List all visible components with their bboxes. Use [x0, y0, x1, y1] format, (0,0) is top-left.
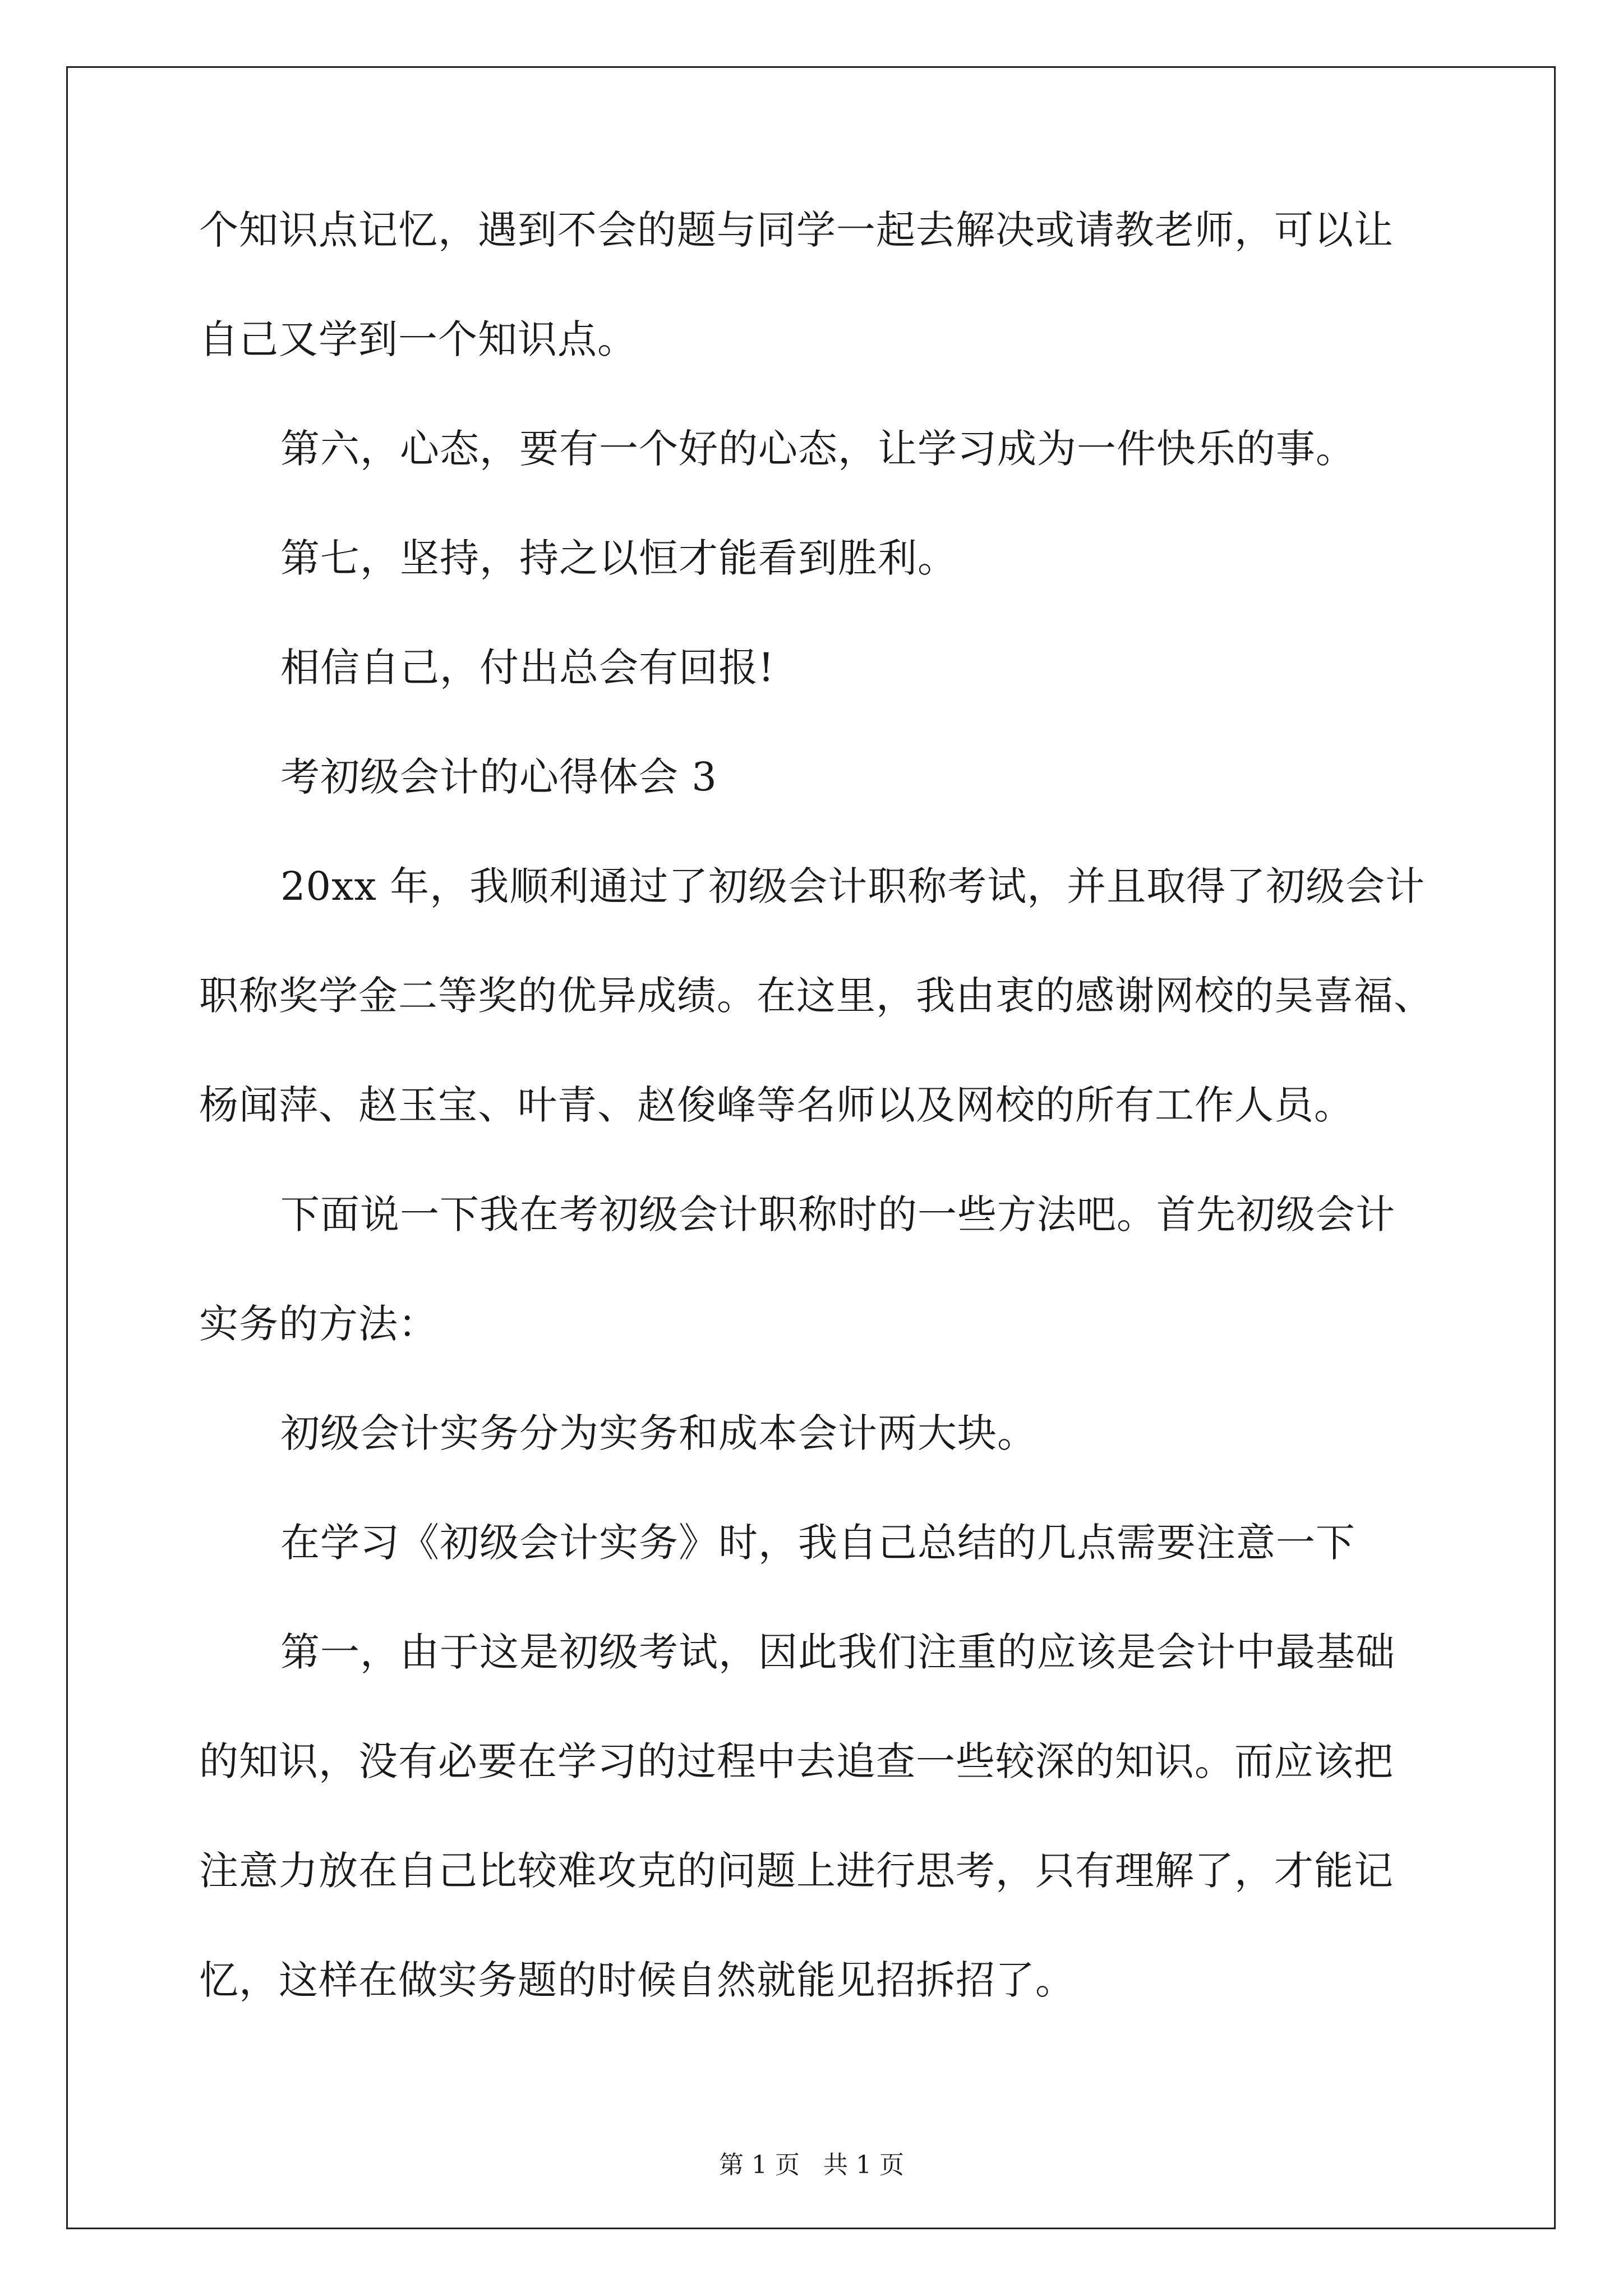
body-line: 第一，由于这是初级考试，因此我们注重的应该是会计中最基础 [280, 1629, 1395, 1675]
body-line: 的知识，没有必要在学习的过程中去追查一些较深的知识。而应该把 [199, 1738, 1394, 1784]
page-number: 第 1 页 [719, 2151, 800, 2179]
body-line: 初级会计实务分为实务和成本会计两大块。 [280, 1410, 1037, 1456]
body-line: 在学习《初级会计实务》时，我自己总结的几点需要注意一下 [280, 1520, 1355, 1566]
footer-spacer [800, 2151, 823, 2179]
page-footer [0, 2153, 1623, 2178]
body-line: 20xx 年，我顺利通过了初级会计职称考试，并且取得了初级会计 [280, 863, 1426, 909]
body-line: 相信自己，付出总会有回报! [280, 645, 775, 691]
body-line: 下面说一下我在考初级会计职称时的一些方法吧。首先初级会计 [280, 1191, 1395, 1237]
body-line: 自己又学到一个知识点。 [199, 316, 637, 362]
section-heading: 考初级会计的心得体会 3 [280, 754, 717, 800]
body-line: 杨闻萍、赵玉宝、叶青、赵俊峰等名师以及网校的所有工作人员。 [199, 1082, 1354, 1128]
body-line: 第七，坚持，持之以恒才能看到胜利。 [280, 535, 957, 581]
body-line: 注意力放在自己比较难攻克的问题上进行思考，只有理解了，才能记 [199, 1848, 1394, 1894]
document-body [199, 207, 1478, 2070]
body-line: 第六，心态，要有一个好的心态，让学习成为一件快乐的事。 [280, 426, 1355, 472]
body-line: 职称奖学金二等奖的优异成绩。在这里，我由衷的感谢网校的吴喜福、 [199, 973, 1433, 1019]
body-line: 个知识点记忆，遇到不会的题与同学一起去解决或请教老师，可以让 [199, 207, 1394, 253]
body-line: 实务的方法： [199, 1301, 438, 1347]
page-total: 共 1 页 [823, 2151, 904, 2179]
body-line: 忆，这样在做实务题的时候自然就能见招拆招了。 [199, 1957, 1075, 2003]
